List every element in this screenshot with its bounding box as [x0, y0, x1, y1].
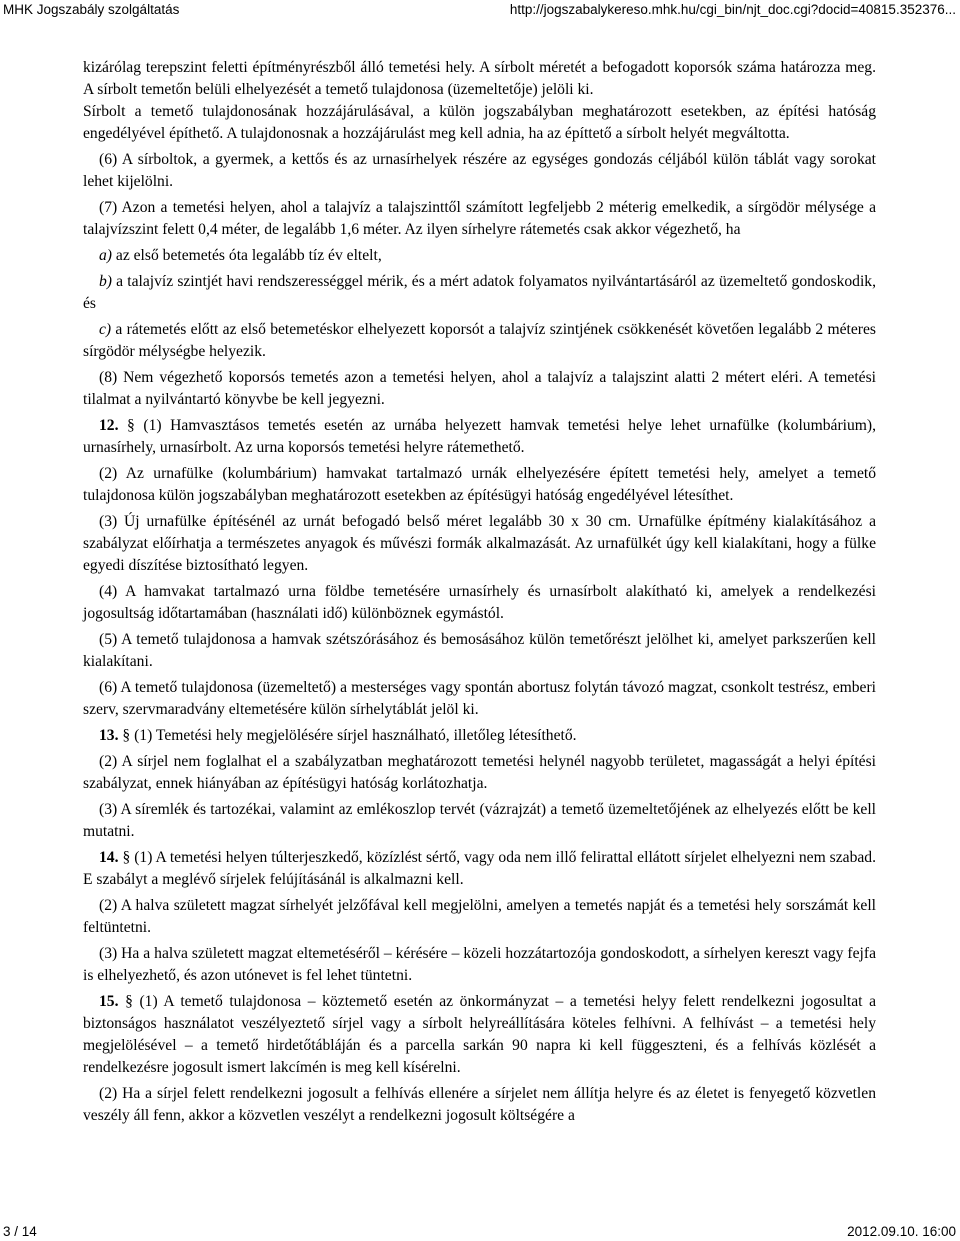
- paragraph: (6) A temető tulajdonosa (üzemeltető) a mesterséges vagy spontán abortusz folytán távozó magzat, csonkolt testrész, emberi szerv, szervmaradvány eltemetésére külön sírhelytáblát jelöl ki.: [83, 679, 876, 718]
- list-item: a) az első betemetés óta legalább tíz év eltelt,: [99, 247, 382, 264]
- section-paragraph: 14. § (1) A temetési helyen túlterjeszkedő, közízlést sértő, vagy oda nem illő felirattal ellátott sírjelet elhelyezni nem szabad. E szabályt a meglévő sírjelek felújításánál is alkalmazni kell.: [83, 849, 876, 888]
- paragraph: (2) A sírjel nem foglalhat el a szabályzatban meghatározott temetési helynél nagyobb területet, magasságát a helyi építési szabályzat, ennek hiányában az építésügyi hatóság korlátozhatja.: [83, 753, 876, 792]
- paragraph: (7) Azon a temetési helyen, ahol a talajvíz a talajszinttől számított legfeljebb 2 méterig emelkedik, a sírgödör mélysége a talajvízszint felett 0,4 méter, de legalább 1,6 méter. Az ilyen sírhelyre rátemetés csak akkor végezhető, ha: [83, 199, 876, 238]
- list-item: b) a talajvíz szintjét havi rendszerességgel mérik, és a mért adatok folyamatos nyilvántartásáról az üzemeltető gondoskodik, és: [83, 273, 876, 312]
- paragraph: (2) A halva született magzat sírhelyét jelzőfával kell megjelölni, amelyen a temetés napját és a temetési hely sorszámát kell feltüntetni.: [83, 897, 876, 936]
- section-number: 14.: [99, 849, 119, 866]
- section-paragraph: 15. § (1) A temető tulajdonosa – köztemető esetén az önkormányzat – a temetési helyy felett rendelkezni jogosultat a biztonságos használatot veszélyeztető sírjel vagy a sírbolt helyreállítására köteles felhívni. A felhívást – a temetési hely megjelölésével – a temető hirdetőtábláján és a parcella sarkán 90 napra ki kell függeszteni, és a felhívás közlését a rendelkezésre jogosult ismert lakcímén is meg kell kísérelni.: [83, 993, 876, 1076]
- section-paragraph: 12. § (1) Hamvasztásos temetés esetén az urnába helyezett hamvak temetési helye lehet urnafülke (kolumbárium), urnasírhely, urnasírbolt. Az urna koporsós temetési helyre rátemethető.: [83, 417, 876, 456]
- paragraph: (6) A sírboltok, a gyermek, a kettős és az urnasírhelyek részére az egységes gondozás céljából külön táblát vagy sorokat lehet kijelölni.: [83, 151, 876, 190]
- page-footer: [0, 1222, 960, 1241]
- page-number: 3 / 14: [3, 1224, 37, 1239]
- paragraph: (2) Az urnafülke (kolumbárium) hamvakat tartalmazó urnák elhelyezésére épített temetési hely, amelyet a temető tulajdonosa külön jogszabályban meghatározott esetekben az építésügyi hatóság engedélyével létesíthet.: [83, 465, 876, 504]
- paragraph: kizárólag terepszint feletti építményrészből álló temetési hely. A sírbolt méretét a befogadott koporsók száma határozza meg. A sírbolt temetőn belüli elhelyezését a temető tulajdonosa (üzemeltetője) jelöli ki.: [83, 59, 876, 98]
- paragraph: (3) Ha a halva született magzat eltemetéséről – kérésére – közeli hozzátartozója gondoskodott, a sírhelyen kereszt vagy fejfa is elhelyezhető, és azon utónevet is fel lehet tüntetni.: [83, 945, 876, 984]
- paragraph: (4) A hamvakat tartalmazó urna földbe temetésére urnasírhely és urnasírbolt alakítható ki, amelyek a rendelkezési jogosultság időtartamában (használati idő) különböznek egymástól.: [83, 583, 876, 622]
- section-number: 13.: [99, 727, 119, 744]
- list-item-letter: c): [99, 321, 112, 338]
- section-number: 12.: [99, 417, 119, 434]
- list-item: c) a rátemetés előtt az első betemetéskor elhelyezett koporsót a talajvíz szintjének csökkenését követően legalább 2 méteres sírgödör mélységbe helyezik.: [83, 321, 876, 360]
- header-site-name: MHK Jogszabály szolgáltatás: [3, 2, 180, 17]
- paragraph: (3) A síremlék és tartozékai, valamint az emlékoszlop tervét (vázrajzát) a temető üzemeltetőjének az elhelyezés előtt be kell mutatni.: [83, 801, 876, 840]
- print-timestamp: 2012.09.10. 16:00: [847, 1224, 956, 1239]
- list-item-letter: b): [99, 273, 112, 290]
- paragraph: Sírbolt a temető tulajdonosának hozzájárulásával, a külön jogszabályban meghatározott esetekben, az építési hatóság engedélyével építhető. A tulajdonosnak a hozzájárulást meg kell adnia, ha az építtető a sírbolt helyét megváltotta.: [83, 103, 876, 142]
- header-url: http://jogszabalykereso.mhk.hu/cgi_bin/njt_doc.cgi?docid=40815.352376...: [509, 2, 956, 17]
- page-header: [0, 0, 960, 22]
- paragraph: (8) Nem végezhető koporsós temetés azon a temetési helyen, ahol a talajvíz a talajszint alatti 2 métert eléri. A temetési tilalmat a nyilvántartó könyvbe be kell jegyezni.: [83, 369, 876, 408]
- paragraph: (5) A temető tulajdonosa a hamvak szétszórásához és bemosásához külön temetőrészt jelölhet ki, amelyet parkszerűen kell kialakítani.: [83, 631, 876, 670]
- paragraph: (3) Új urnafülke építésénél az urnát befogadó belső méret legalább 30 x 30 cm. Urnafülke építmény kialakításához a szabályzat előírhatja a természetes anyagok és művészi formák alkalmazását. Az urnafülkét úgy kell kialakítani, hogy a fülke egyedi díszítése biztosítható legyen.: [83, 513, 876, 574]
- list-item-letter: a): [99, 247, 112, 264]
- section-number: 15.: [99, 993, 119, 1010]
- paragraph: (2) Ha a sírjel felett rendelkezni jogosult a felhívás ellenére a sírjelet nem állítja helyre és az életet is fenyegető közvetlen veszély áll fenn, akkor a közvetlen veszélyt a rendelkezni jogosult költségére a: [83, 1085, 876, 1124]
- document-body: [83, 57, 876, 1127]
- section-paragraph: 13. § (1) Temetési hely megjelölésére sírjel használható, illetőleg létesíthető.: [99, 727, 577, 744]
